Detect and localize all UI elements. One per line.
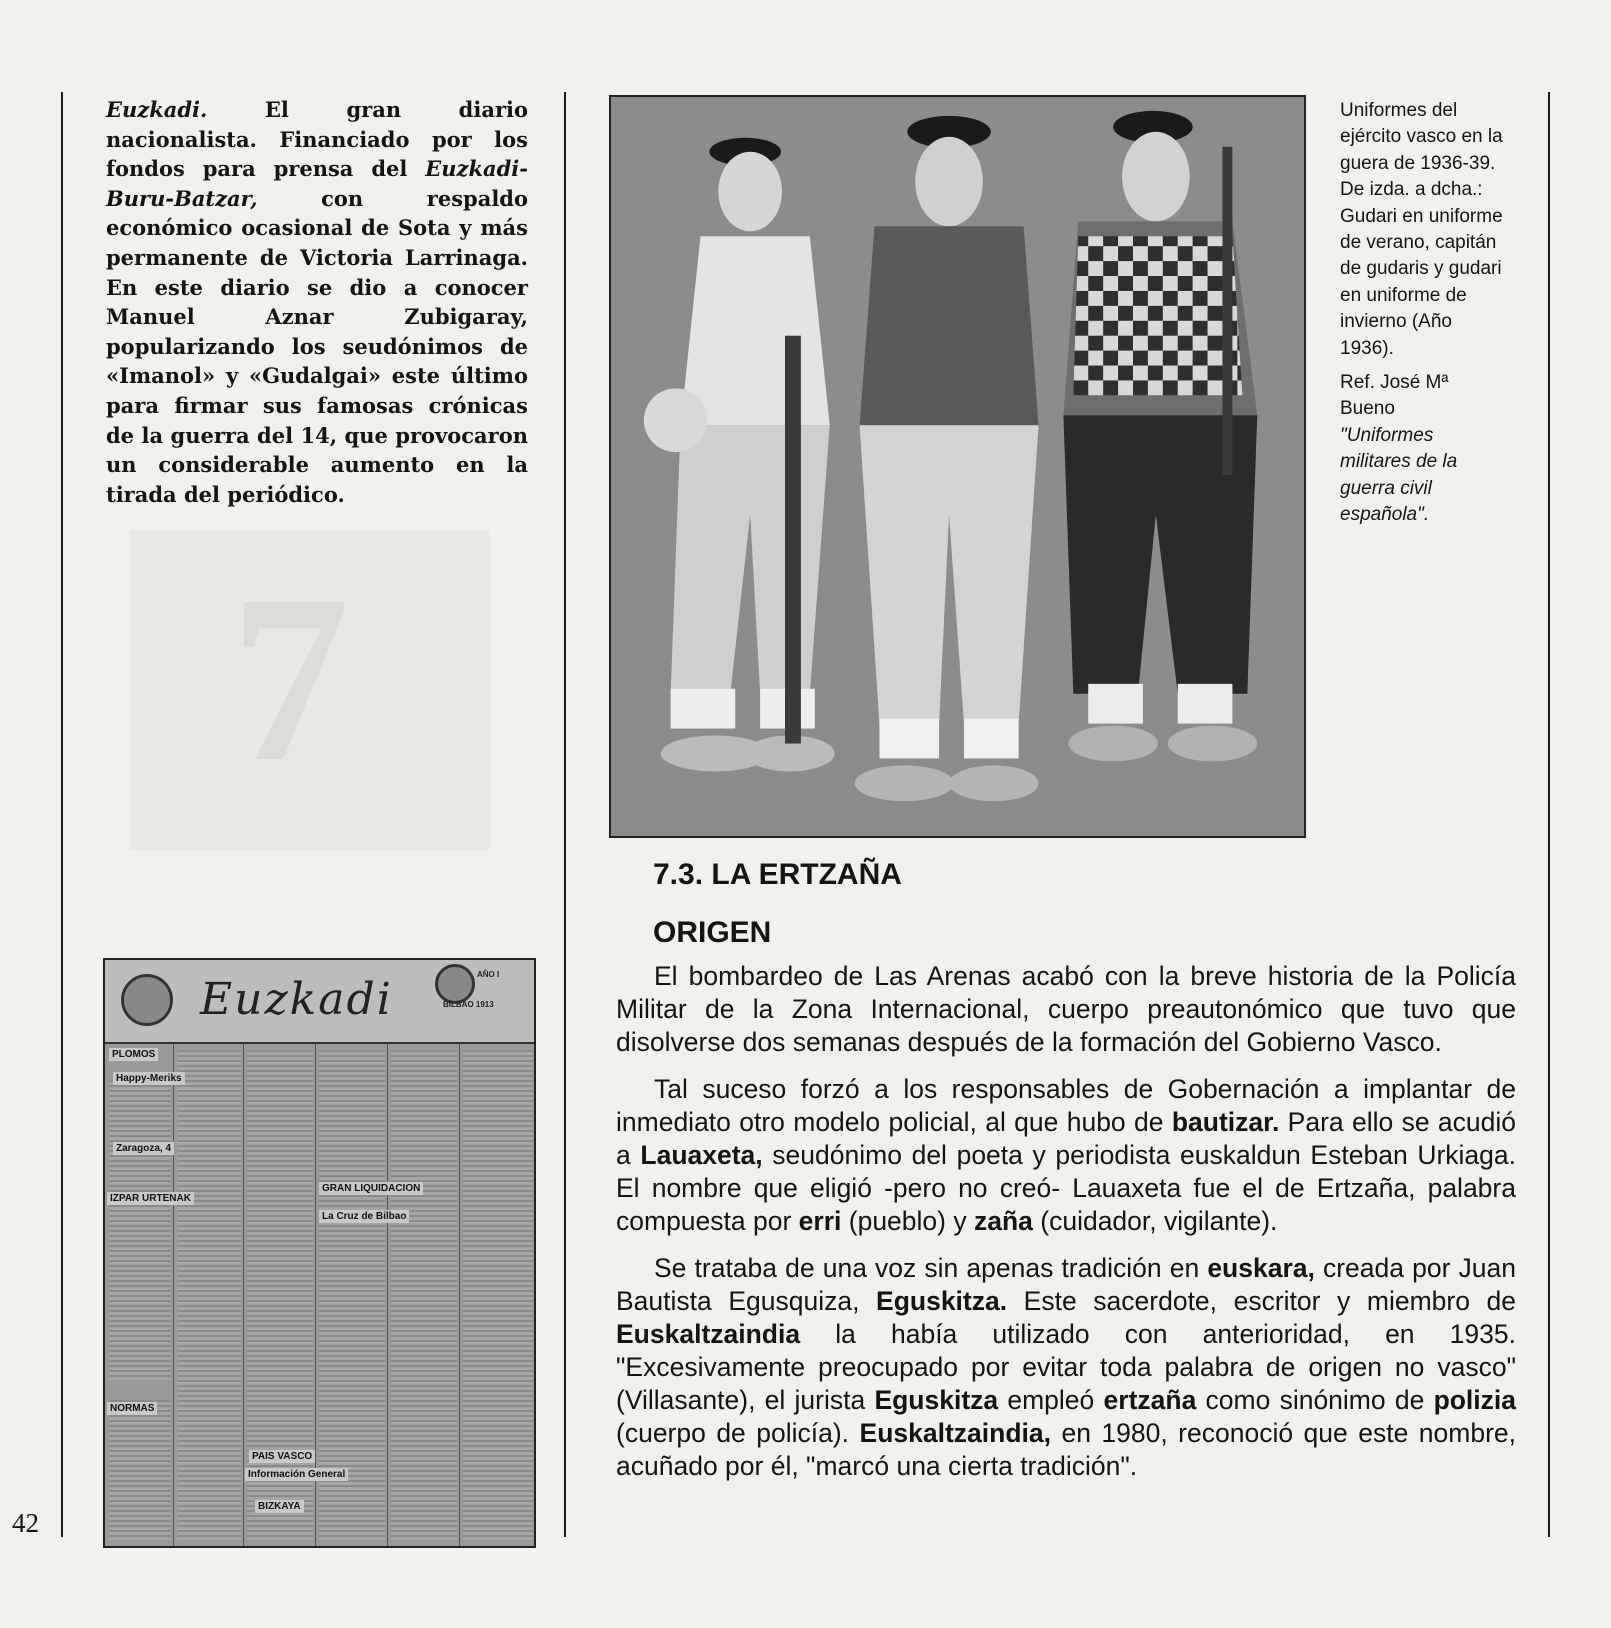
newspaper-city — [443, 1000, 494, 1010]
caption-org: Euzkadi-Buru-Batzar, — [106, 156, 528, 211]
p2-bold-zana: zaña — [973, 1206, 1033, 1236]
newspaper-label: IZPAR URTENAK — [107, 1192, 194, 1205]
article-body — [616, 960, 1516, 1497]
p2-bold-lauaxeta: Lauaxeta, — [640, 1140, 763, 1170]
uniforms-caption — [1340, 98, 1505, 537]
newspaper-text-block — [391, 1050, 457, 1540]
paragraph-3 — [616, 1252, 1516, 1483]
uniforms-illustration — [609, 95, 1306, 838]
page-number: 42 — [12, 1508, 39, 1538]
p3-bold-polizia: polizia — [1433, 1385, 1517, 1415]
p3-text-c: creada por Juan Bautista Egusquiza, — [616, 1253, 1517, 1316]
caption-title: Euzkadi. — [106, 97, 208, 122]
newspaper-text-block — [109, 1400, 171, 1540]
section-title: 7.3. LA ERTZAÑA — [653, 858, 902, 891]
p3-bold-eguskitza: Eguskitza. — [876, 1286, 1008, 1316]
newspaper-city-year: BILBAO 1913 — [443, 1000, 494, 1009]
p2-text-a: Tal suceso forzó a los responsables de Gobernación a implantar de inmediato otro modelo policial, al que hubo de — [616, 1074, 1516, 1137]
caption-text: Uniformes del ejército vasco en la guera de 1936-39. De izda. a dcha.: Gudari en uniforme de verano, capitán de gudaris y gudari en uniforme de invierno (Año 1936). — [1340, 100, 1503, 359]
newspaper-masthead — [105, 960, 534, 1044]
p3-text-i: empleó — [998, 1385, 1104, 1415]
newspaper-label: NORMAS — [107, 1402, 157, 1415]
newspaper-label: Información General — [245, 1468, 348, 1481]
newspaper-label: BIZKAYA — [255, 1500, 304, 1513]
newspaper-column-rule — [387, 1044, 388, 1546]
newspaper-caption — [106, 95, 528, 509]
subsection-title: ORIGEN — [653, 916, 772, 949]
newspaper-text-block — [319, 1050, 385, 1540]
p3-text-a: Se trataba de una voz sin apenas tradición en — [654, 1253, 1208, 1283]
newspaper-text-block — [177, 1050, 241, 1540]
bleed-through-glyph: 7 — [230, 545, 350, 811]
newspaper-label: PAIS VASCO — [249, 1450, 315, 1463]
newspaper-seal-right — [435, 964, 475, 1004]
newspaper-label: Zaragoza, 4 — [113, 1142, 174, 1155]
p3-text-m: (cuerpo de policía). — [616, 1418, 860, 1448]
newspaper-text-block — [109, 1080, 171, 1380]
newspaper-column-rule — [243, 1044, 244, 1546]
newspaper-issue — [477, 970, 499, 980]
newspaper-text-block — [463, 1050, 533, 1540]
newspaper-title: Euzkadi — [200, 974, 393, 1025]
newspaper-label: Happy-Meriks — [113, 1072, 185, 1085]
p2-text-i: (cuidador, vigilante). — [1032, 1206, 1278, 1236]
newspaper-label: GRAN LIQUIDACION — [319, 1182, 423, 1195]
paragraph-1: El bombardeo de Las Arenas acabó con la breve historia de la Policía Militar de la Zona Internacional, cuerpo preautonómico que tuvo que disolverse dos semanas después de la formación del Gobierno Vasco. — [616, 961, 1516, 1057]
p3-bold-eguskitza-2: Eguskitza — [874, 1385, 999, 1415]
newspaper-seal-left — [121, 974, 173, 1026]
caption-reference — [1340, 370, 1505, 528]
caption-lead: El gran diario nacionalista. Financiado por los fondos para prensa del — [106, 97, 528, 182]
p3-text-k: como sinónimo de — [1196, 1385, 1434, 1415]
caption-ref-title: "Uniformes militares de la guerra civil española". — [1340, 424, 1458, 526]
p3-text-o: en 1980, reconoció que este nombre, acuñado por él, "marcó una cierta tradición". — [616, 1418, 1516, 1481]
p2-bold-bautizar: bautizar. — [1171, 1107, 1280, 1137]
column-rule-right — [1548, 92, 1550, 1537]
column-rule-left — [61, 92, 63, 1537]
newspaper-column-rule — [459, 1044, 460, 1546]
newspaper-label: La Cruz de Bilbao — [319, 1210, 409, 1223]
newspaper-facsimile — [103, 958, 536, 1548]
newspaper-text-block — [247, 1050, 313, 1540]
newspaper-year-label: AÑO I — [477, 970, 500, 979]
caption-ref-author: Ref. José Mª Bueno — [1340, 372, 1449, 420]
p3-bold-euskaltzaindia: Euskaltzaindia — [616, 1319, 801, 1349]
newspaper-column-rule — [173, 1044, 174, 1546]
p2-bold-erri: erri — [798, 1206, 842, 1236]
p2-text-c: Para ello se acudió a — [616, 1107, 1516, 1170]
newspaper-label: PLOMOS — [109, 1048, 158, 1061]
p3-bold-ertzana: ertzaña — [1103, 1385, 1197, 1415]
column-rule-middle — [564, 92, 566, 1537]
p3-text-g: la había utilizado con anterioridad, en 1935. "Excesivamente preocupado por evitar toda palabra de origen no vasco" (Villasante), el jurista — [616, 1319, 1516, 1415]
p2-text-g: (pueblo) y — [841, 1206, 974, 1236]
p3-bold-euskaltzaindia-2: Euskaltzaindia, — [859, 1418, 1051, 1448]
paragraph-2 — [616, 1073, 1516, 1238]
p3-text-e: Este sacerdote, escritor y miembro de — [1007, 1286, 1517, 1316]
p3-bold-euskara: euskara, — [1207, 1253, 1315, 1283]
caption-rest: con respaldo económico ocasional de Sota y más permanente de Victoria Larrinaga. En este diario se dio a conocer Manuel Aznar Zubigaray, popularizando los seudónimos de «Imanol» y «Gudalgai» este último para firmar sus famosas crónicas de la guerra del 14, que provocaron un considerable aumento en la tirada del periódico. — [106, 185, 528, 507]
p2-text-e: seudónimo del poeta y periodista euskaldun Esteban Urkiaga. El nombre que eligió -pero no creó- Lauaxeta fue el de Ertzaña, palabra compuesta por — [616, 1140, 1516, 1236]
